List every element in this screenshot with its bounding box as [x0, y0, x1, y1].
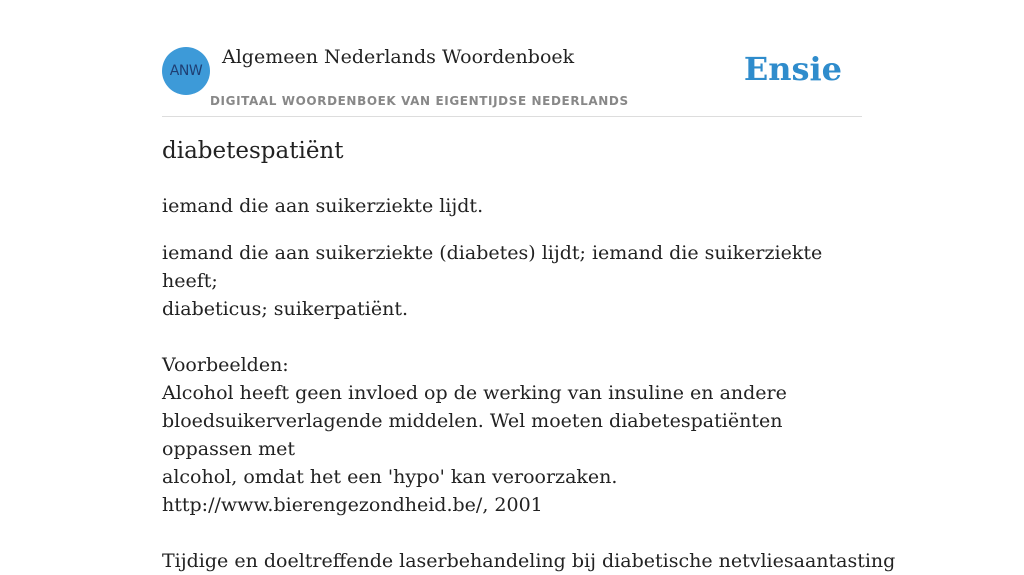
ensie-brand-logo[interactable]: Ensie [743, 50, 842, 88]
example-line: alcohol, omdat het een 'hypo' kan veroorzaken. [162, 466, 618, 488]
entry-title: diabetespatiënt [162, 138, 344, 164]
site-title[interactable]: Algemeen Nederlands Woordenboek [222, 46, 575, 68]
full-definition [162, 239, 896, 575]
logo-text: ANW [169, 63, 203, 79]
example-line: Alcohol heeft geen invloed op de werking van insuline en andere [162, 382, 787, 404]
examples-label: Voorbeelden: [162, 354, 289, 376]
spacer [162, 323, 862, 351]
entry-content [162, 192, 896, 575]
definition-line: iemand die aan suikerziekte (diabetes) lijdt; iemand die suikerziekte heeft; [162, 242, 823, 292]
example-source: http://www.bierengezondheid.be/, 2001 [162, 494, 543, 516]
example-line: bloedsuikerverlagende middelen. Wel moeten diabetespatiënten oppassen met [162, 410, 783, 460]
short-definition: iemand die aan suikerziekte lijdt. [162, 195, 484, 217]
site-header [162, 44, 862, 117]
spacer [162, 519, 862, 547]
anw-logo[interactable] [162, 47, 210, 95]
definition-line: diabeticus; suikerpatiënt. [162, 298, 409, 320]
site-subtitle: DIGITAAL WOORDENBOEK VAN EIGENTIJDSE NEDERLANDS [210, 94, 629, 108]
example-line: Tijdige en doeltreffende laserbehandeling bij diabetische netvliesaantasting [162, 550, 896, 572]
